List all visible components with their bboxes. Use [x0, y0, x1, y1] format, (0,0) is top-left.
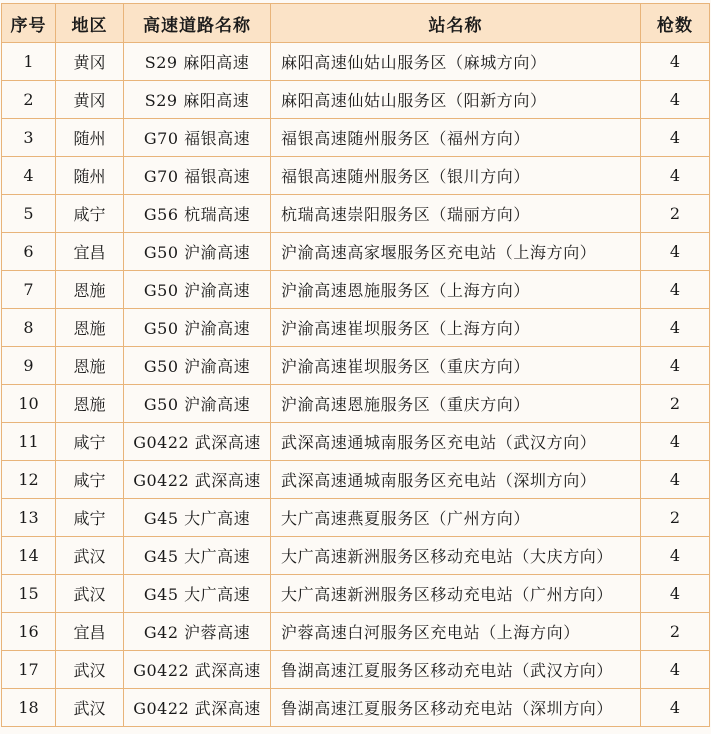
cell-region: 武汉 — [56, 537, 124, 575]
cell-region: 武汉 — [56, 575, 124, 613]
cell-index: 2 — [2, 81, 56, 119]
cell-region: 宜昌 — [56, 233, 124, 271]
cell-gun-count: 4 — [641, 575, 710, 613]
cell-region: 随州 — [56, 157, 124, 195]
cell-gun-count: 4 — [641, 119, 710, 157]
cell-station: 沪渝高速恩施服务区（重庆方向） — [271, 385, 641, 423]
cell-index: 9 — [2, 347, 56, 385]
cell-station: 沪渝高速高家堰服务区充电站（上海方向） — [271, 233, 641, 271]
table-row — [2, 651, 710, 689]
cell-highway: G0422 武深高速 — [124, 461, 271, 499]
cell-index: 1 — [2, 43, 56, 81]
cell-highway: G0422 武深高速 — [124, 689, 271, 727]
cell-gun-count: 2 — [641, 195, 710, 233]
cell-gun-count: 4 — [641, 81, 710, 119]
table-row — [2, 43, 710, 81]
cell-station: 沪渝高速崔坝服务区（重庆方向） — [271, 347, 641, 385]
cell-region: 黄冈 — [56, 43, 124, 81]
cell-highway: S29 麻阳高速 — [124, 81, 271, 119]
cell-index: 7 — [2, 271, 56, 309]
cell-region: 武汉 — [56, 689, 124, 727]
cell-station: 麻阳高速仙姑山服务区（麻城方向） — [271, 43, 641, 81]
cell-region: 武汉 — [56, 651, 124, 689]
cell-highway: G70 福银高速 — [124, 157, 271, 195]
cell-index: 5 — [2, 195, 56, 233]
cell-station: 大广高速燕夏服务区（广州方向） — [271, 499, 641, 537]
table-row — [2, 385, 710, 423]
table-row — [2, 575, 710, 613]
cell-region: 随州 — [56, 119, 124, 157]
header-index: 序号 — [2, 4, 56, 43]
cell-station: 沪渝高速崔坝服务区（上海方向） — [271, 309, 641, 347]
cell-station: 福银高速随州服务区（银川方向） — [271, 157, 641, 195]
cell-highway: G0422 武深高速 — [124, 423, 271, 461]
cell-region: 恩施 — [56, 271, 124, 309]
table-row — [2, 537, 710, 575]
table-row — [2, 81, 710, 119]
cell-station: 鲁湖高速江夏服务区移动充电站（武汉方向） — [271, 651, 641, 689]
table-row — [2, 461, 710, 499]
cell-index: 10 — [2, 385, 56, 423]
cell-highway: G42 沪蓉高速 — [124, 613, 271, 651]
cell-index: 6 — [2, 233, 56, 271]
table-body — [2, 43, 710, 727]
cell-index: 11 — [2, 423, 56, 461]
cell-region: 宜昌 — [56, 613, 124, 651]
cell-station: 沪蓉高速白河服务区充电站（上海方向） — [271, 613, 641, 651]
cell-station: 麻阳高速仙姑山服务区（阳新方向） — [271, 81, 641, 119]
table-row — [2, 689, 710, 727]
cell-station: 武深高速通城南服务区充电站（武汉方向） — [271, 423, 641, 461]
cell-highway: G0422 武深高速 — [124, 651, 271, 689]
cell-index: 18 — [2, 689, 56, 727]
cell-gun-count: 2 — [641, 499, 710, 537]
cell-highway: G45 大广高速 — [124, 537, 271, 575]
cell-gun-count: 2 — [641, 385, 710, 423]
cell-region: 咸宁 — [56, 499, 124, 537]
cell-gun-count: 4 — [641, 157, 710, 195]
cell-region: 恩施 — [56, 347, 124, 385]
table-row — [2, 309, 710, 347]
cell-region: 咸宁 — [56, 195, 124, 233]
cell-station: 沪渝高速恩施服务区（上海方向） — [271, 271, 641, 309]
table-row — [2, 119, 710, 157]
cell-highway: G50 沪渝高速 — [124, 233, 271, 271]
cell-index: 17 — [2, 651, 56, 689]
cell-index: 4 — [2, 157, 56, 195]
cell-region: 恩施 — [56, 385, 124, 423]
table-row — [2, 195, 710, 233]
cell-station: 杭瑞高速崇阳服务区（瑞丽方向） — [271, 195, 641, 233]
cell-index: 16 — [2, 613, 56, 651]
table-row — [2, 271, 710, 309]
cell-highway: S29 麻阳高速 — [124, 43, 271, 81]
cell-highway: G50 沪渝高速 — [124, 309, 271, 347]
cell-index: 3 — [2, 119, 56, 157]
cell-gun-count: 4 — [641, 233, 710, 271]
charging-station-table — [1, 3, 710, 727]
cell-index: 13 — [2, 499, 56, 537]
cell-region: 咸宁 — [56, 423, 124, 461]
cell-highway: G50 沪渝高速 — [124, 271, 271, 309]
cell-gun-count: 4 — [641, 271, 710, 309]
table-row — [2, 157, 710, 195]
cell-gun-count: 4 — [641, 43, 710, 81]
cell-highway: G70 福银高速 — [124, 119, 271, 157]
cell-highway: G50 沪渝高速 — [124, 385, 271, 423]
cell-index: 8 — [2, 309, 56, 347]
cell-highway: G45 大广高速 — [124, 499, 271, 537]
cell-gun-count: 4 — [641, 651, 710, 689]
cell-highway: G56 杭瑞高速 — [124, 195, 271, 233]
cell-index: 14 — [2, 537, 56, 575]
cell-highway: G45 大广高速 — [124, 575, 271, 613]
table-row — [2, 233, 710, 271]
cell-station: 福银高速随州服务区（福州方向） — [271, 119, 641, 157]
cell-gun-count: 4 — [641, 537, 710, 575]
cell-gun-count: 4 — [641, 423, 710, 461]
cell-region: 黄冈 — [56, 81, 124, 119]
cell-index: 15 — [2, 575, 56, 613]
cell-gun-count: 2 — [641, 613, 710, 651]
cell-station: 大广高速新洲服务区移动充电站（广州方向） — [271, 575, 641, 613]
cell-gun-count: 4 — [641, 347, 710, 385]
cell-station: 武深高速通城南服务区充电站（深圳方向） — [271, 461, 641, 499]
cell-index: 12 — [2, 461, 56, 499]
cell-gun-count: 4 — [641, 309, 710, 347]
table-row — [2, 499, 710, 537]
table-row — [2, 423, 710, 461]
header-region: 地区 — [56, 4, 124, 43]
table-row — [2, 613, 710, 651]
header-row — [2, 4, 710, 43]
cell-region: 咸宁 — [56, 461, 124, 499]
header-highway: 高速道路名称 — [124, 4, 271, 43]
header-station: 站名称 — [271, 4, 641, 43]
table-row — [2, 347, 710, 385]
cell-station: 大广高速新洲服务区移动充电站（大庆方向） — [271, 537, 641, 575]
cell-gun-count: 4 — [641, 461, 710, 499]
table-header — [2, 4, 710, 43]
cell-highway: G50 沪渝高速 — [124, 347, 271, 385]
cell-region: 恩施 — [56, 309, 124, 347]
cell-station: 鲁湖高速江夏服务区移动充电站（深圳方向） — [271, 689, 641, 727]
cell-gun-count: 4 — [641, 689, 710, 727]
header-gun-count: 枪数 — [641, 4, 710, 43]
